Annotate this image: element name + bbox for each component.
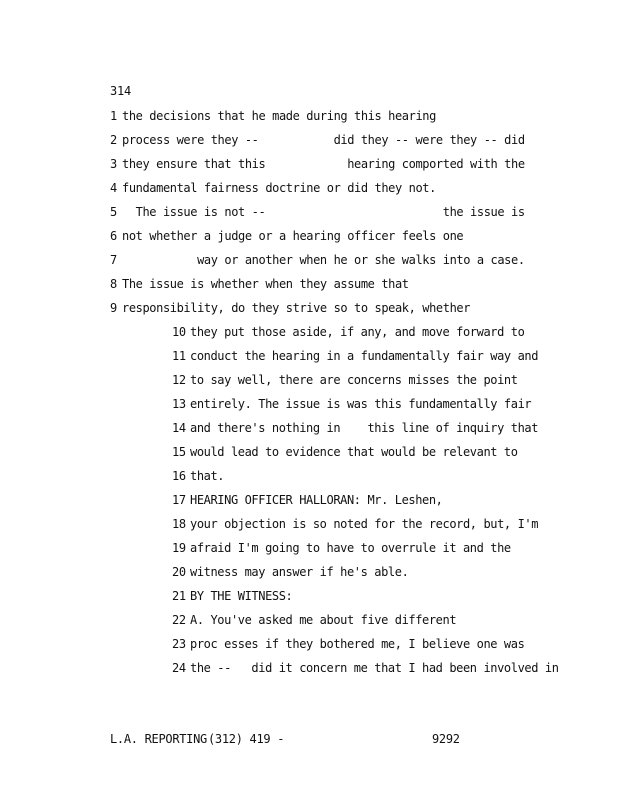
line-text: your objection is so noted for the record, but, I'm [190,517,539,531]
transcript-line [0,108,618,132]
line-text: afraid I'm going to have to overrule it and the [190,541,511,555]
transcript-line [0,252,618,276]
transcript-line [0,276,618,300]
line-number: 4 [110,181,117,195]
line-number: 17 [172,493,186,507]
line-text: conduct the hearing in a fundamentally fair way and [190,349,539,363]
line-number: 14 [172,421,186,435]
line-number: 6 [110,229,117,243]
line-number: 13 [172,397,186,411]
line-text: fundamental fairness doctrine or did they not. [122,181,436,195]
line-text: entirely. The issue is was this fundamentally fair [190,397,532,411]
line-text: The issue is whether when they assume that [122,277,409,291]
line-text: HEARING OFFICER HALLORAN: Mr. Leshen, [190,493,443,507]
line-text: they ensure that this hearing comported with the [122,157,525,171]
line-number: 24 [172,661,186,675]
line-text: to say well, there are concerns misses the point [190,373,518,387]
transcript-line [0,396,618,420]
transcript-line [0,132,618,156]
line-number: 5 [110,205,117,219]
line-text: would lead to evidence that would be relevant to [190,445,518,459]
footer-company: L.A. REPORTING [110,732,207,746]
transcript-line [0,492,618,516]
transcript-line [0,324,618,348]
transcript-line [0,372,618,396]
line-text: way or another when he or she walks into a case. [122,253,525,267]
transcript-line [0,612,618,636]
line-text: witness may answer if he's able. [190,565,409,579]
page-number: 314 [110,84,132,98]
line-number: 15 [172,445,186,459]
line-number: 18 [172,517,186,531]
transcript-line [0,588,618,612]
line-text: that. [190,469,225,483]
line-number: 9 [110,301,117,315]
line-text: The issue is not -- the issue is [122,205,525,219]
footer [110,732,460,788]
transcript-line [0,636,618,660]
line-text: A. You've asked me about five different [190,613,457,627]
line-number: 7 [110,253,117,267]
transcript-line [0,444,618,468]
transcript-line [0,300,618,324]
transcript-line [0,348,618,372]
transcript-line [0,228,618,252]
line-text: BY THE WITNESS: [190,589,293,603]
line-text: they put those aside, if any, and move forward to [190,325,525,339]
line-number: 1 [110,109,117,123]
line-number: 19 [172,541,186,555]
transcript-line [0,516,618,540]
line-text: responsibility, do they strive so to speak, whether [122,301,471,315]
transcript-line [0,540,618,564]
transcript-line [0,156,618,180]
line-number: 2 [110,133,117,147]
transcript-line [0,180,618,204]
line-text: the -- did it concern me that I had been involved in [190,661,559,675]
line-number: 3 [110,157,117,171]
transcript-line [0,564,618,588]
transcript-line [0,420,618,444]
transcript-line [0,204,618,228]
line-text: and there's nothing in this line of inquiry that [190,421,539,435]
line-number: 11 [172,349,186,363]
line-text: process were they -- did they -- were they -- did [122,133,525,147]
line-number: 10 [172,325,186,339]
transcript-lines [0,108,618,684]
line-number: 16 [172,469,186,483]
transcript-line [0,468,618,492]
line-text: proc esses if they bothered me, I believe one was [190,637,525,651]
transcript-line [0,660,618,684]
footer-phone-suffix: 9292 [432,732,460,746]
line-number: 21 [172,589,186,603]
line-text: the decisions that he made during this hearing [122,109,436,123]
line-number: 8 [110,277,117,291]
line-number: 22 [172,613,186,627]
line-number: 12 [172,373,186,387]
line-number: 20 [172,565,186,579]
line-number: 23 [172,637,186,651]
line-text: not whether a judge or a hearing officer feels one [122,229,464,243]
footer-phone: (312) 419 - [208,732,285,746]
